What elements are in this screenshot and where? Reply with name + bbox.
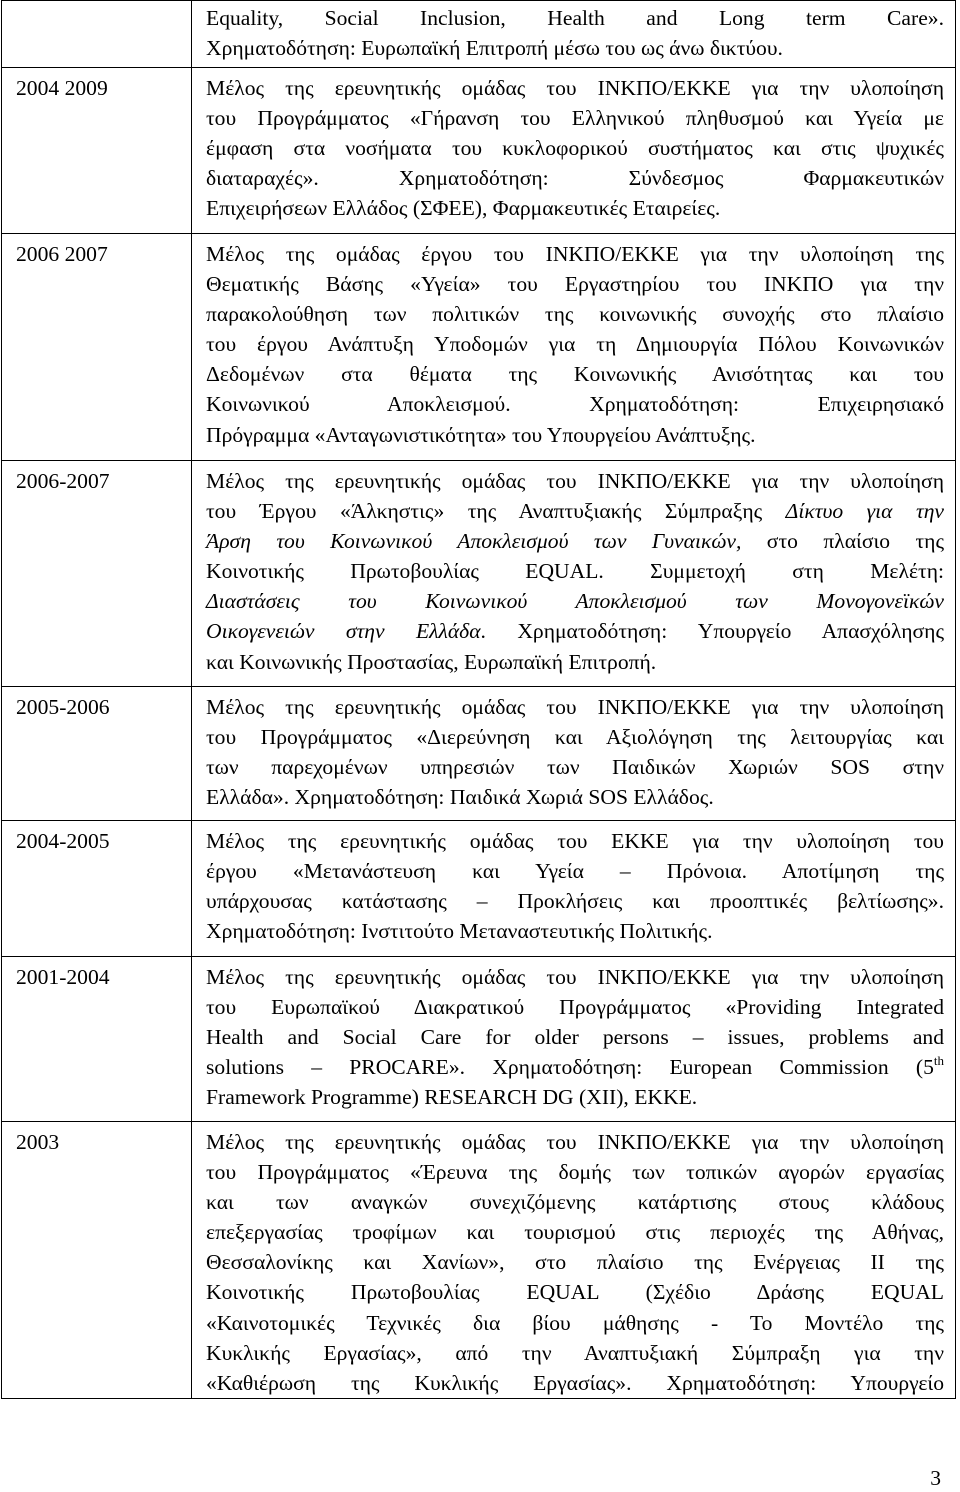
text-line: Χρηματοδότηση: Ευρωπαϊκή Επιτροπή μέσω του ως άνω δικτύου. bbox=[206, 36, 783, 61]
text-line: του Προγράμματος «Διερεύνηση και Αξιολόγηση της λειτουργίας και bbox=[206, 725, 944, 750]
description-cell bbox=[192, 821, 956, 957]
table-row bbox=[2, 461, 956, 687]
text-line: του έργου Ανάπτυξη Υποδομών για τη Δημιουργία Πόλου Κοινωνικών bbox=[206, 332, 944, 357]
text-line bbox=[206, 496, 944, 526]
text-line: Επιχειρήσεων Ελλάδος (ΣΦΕΕ), Φαρμακευτικές Εταιρείες. bbox=[206, 196, 721, 221]
text-line: Θεματικής Βάσης «Υγεία» του Εργαστηρίου του ΙΝΚΠΟ για την bbox=[206, 272, 944, 297]
table-row bbox=[2, 687, 956, 821]
text-line: του Προγράμματος «Έρευνα της δομής των τοπικών αγορών εργασίας bbox=[206, 1160, 944, 1185]
text-line: Μέλος της ερευνητικής ομάδας του ΙΝΚΠΟ/ΕΚΚΕ για την υλοποίηση bbox=[206, 965, 944, 989]
text-line bbox=[206, 526, 944, 556]
table-row bbox=[2, 68, 956, 234]
text-segment: solutions – PROCARE». Χρηματοδότηση: European Commission (5 bbox=[206, 1055, 934, 1080]
text-line: παρακολούθηση των πολιτικών της κοινωνικής συνοχής στο πλαίσιο bbox=[206, 302, 944, 327]
text-line: Χρηματοδότηση: Ινστιτούτο Μεταναστευτικής Πολιτικής. bbox=[206, 919, 713, 944]
description-cell bbox=[192, 1, 956, 68]
text-line: διαταραχές». Χρηματοδότηση: Σύνδεσμος Φαρμακευτικών bbox=[206, 166, 944, 191]
text-line: και των αναγκών συνεχιζόμενης κατάρτισης στους κλάδους bbox=[206, 1190, 944, 1215]
text-line: Κοινοτικής Πρωτοβουλίας EQUAL. Συμμετοχή στη Μελέτη: bbox=[206, 559, 944, 584]
year-cell: 2006 2007 bbox=[2, 234, 192, 461]
text-line: Framework Programme) RESEARCH DG (XII), ΕΚΚΕ. bbox=[206, 1085, 698, 1110]
description-cell bbox=[192, 234, 956, 461]
text-line: Equality, Social Inclusion, Health and Long term Care». bbox=[206, 6, 944, 30]
text-line: Κυκλικής Εργασίας», από την Αναπτυξιακή Σύμπραξη για την bbox=[206, 1340, 944, 1365]
text-line: Κοινοτικής Πρωτοβουλίας EQUAL (Σχέδιο Δράσης EQUAL bbox=[206, 1280, 944, 1305]
text-segment: του Έργου «Άλκηστις» της Αναπτυξιακής Σύμπραξης bbox=[206, 499, 786, 524]
text-line: Μέλος της ερευνητικής ομάδας του ΙΝΚΠΟ/ΕΚΚΕ για την υλοποίηση bbox=[206, 1130, 944, 1154]
cv-projects-table bbox=[1, 0, 956, 1399]
text-line: Μέλος της ερευνητικής ομάδας του ΙΝΚΠΟ/ΕΚΚΕ για την υλοποίηση bbox=[206, 695, 944, 719]
description-cell bbox=[192, 461, 956, 687]
text-line: του Προγράμματος «Γήρανση του Ελληνικού πληθυσμού και Υγεία με bbox=[206, 106, 944, 131]
year-cell: 2005-2006 bbox=[2, 687, 192, 821]
text-line bbox=[206, 586, 944, 616]
text-line: Κοινωνικού Αποκλεισμού. Χρηματοδότηση: Επιχειρησιακό bbox=[206, 392, 944, 417]
page-number: 3 bbox=[930, 1466, 941, 1490]
year-cell: 2004-2005 bbox=[2, 821, 192, 957]
italic-title: Οικογενειών στην Ελλάδα bbox=[206, 619, 481, 644]
text-line: των παρεχομένων υπηρεσιών των Παιδικών Χωριών SOS στην bbox=[206, 755, 944, 780]
italic-title: Δίκτυο για την bbox=[785, 499, 944, 524]
italic-title: Διαστάσεις του Κοινωνικού Αποκλεισμού των Μονογονεϊκών bbox=[206, 589, 944, 614]
year-cell: 2001-2004 bbox=[2, 957, 192, 1122]
text-line bbox=[206, 1052, 944, 1082]
text-line: Ελλάδα». Χρηματοδότηση: Παιδικά Χωριά SOS Ελλάδος. bbox=[206, 785, 714, 810]
text-line: «Καινοτομικές Τεχνικές δια βίου μάθησης - Το Μοντέλο της bbox=[206, 1310, 944, 1335]
table-row bbox=[2, 821, 956, 957]
text-line: Πρόγραμμα «Ανταγωνιστικότητα» του Υπουργείου Ανάπτυξης. bbox=[206, 422, 756, 447]
text-line: του Ευρωπαϊκού Διακρατικού Προγράμματος «Providing Integrated bbox=[206, 995, 944, 1020]
description-cell bbox=[192, 1122, 956, 1399]
text-line: Μέλος της ερευνητικής ομάδας του ΙΝΚΠΟ/ΕΚΚΕ για την υλοποίηση bbox=[206, 76, 944, 100]
text-line bbox=[206, 616, 944, 646]
text-line: και Κοινωνικής Προστασίας, Ευρωπαϊκή Επιτροπή. bbox=[206, 649, 657, 674]
table-row bbox=[2, 1122, 956, 1399]
year-cell bbox=[2, 1, 192, 68]
text-line: Δεδομένων στα θέματα της Κοινωνικής Ανισότητας και του bbox=[206, 362, 944, 387]
table-row bbox=[2, 234, 956, 461]
table-row bbox=[2, 957, 956, 1122]
description-cell bbox=[192, 957, 956, 1122]
text-line: υπάρχουσας κατάστασης – Προκλήσεις και προοπτικές βελτίωσης». bbox=[206, 889, 944, 914]
text-line: Μέλος της ομάδας έργου του ΙΝΚΠΟ/ΕΚΚΕ για την υλοποίηση της bbox=[206, 242, 944, 266]
table-row bbox=[2, 1, 956, 68]
text-segment: στο πλαίσιο της bbox=[741, 529, 944, 554]
text-line: «Καθιέρωση της Κυκλικής Εργασίας». Χρηματοδότηση: Υπουργείο bbox=[206, 1370, 944, 1395]
text-line: έμφαση στα νοσήματα του κυκλοφορικού συστήματος και στις ψυχικές bbox=[206, 136, 944, 161]
description-cell bbox=[192, 68, 956, 234]
text-line: Μέλος της ερευνητικής ομάδας του ΕΚΚΕ για την υλοποίηση του bbox=[206, 829, 944, 853]
year-cell: 2003 bbox=[2, 1122, 192, 1399]
superscript: th bbox=[933, 1053, 944, 1069]
italic-title: Άρση του Κοινωνικού Αποκλεισμού των Γυναικών, bbox=[206, 529, 742, 554]
text-segment: . Χρηματοδότηση: Υπουργείο Απασχόλησης bbox=[480, 619, 944, 644]
text-line: Health and Social Care for older persons – issues, problems and bbox=[206, 1025, 944, 1050]
text-line: Θεσσαλονίκης και Χανίων», στο πλαίσιο της Ενέργειας ΙΙ της bbox=[206, 1250, 944, 1275]
text-line: επεξεργασίας τροφίμων και τουρισμού στις περιοχές της Αθήνας, bbox=[206, 1220, 944, 1245]
text-line: Μέλος της ερευνητικής ομάδας του ΙΝΚΠΟ/ΕΚΚΕ για την υλοποίηση bbox=[206, 469, 944, 493]
text-line: έργου «Μετανάστευση και Υγεία – Πρόνοια. Αποτίμηση της bbox=[206, 859, 944, 884]
year-cell: 2006-2007 bbox=[2, 461, 192, 687]
description-cell bbox=[192, 687, 956, 821]
year-cell: 2004 2009 bbox=[2, 68, 192, 234]
